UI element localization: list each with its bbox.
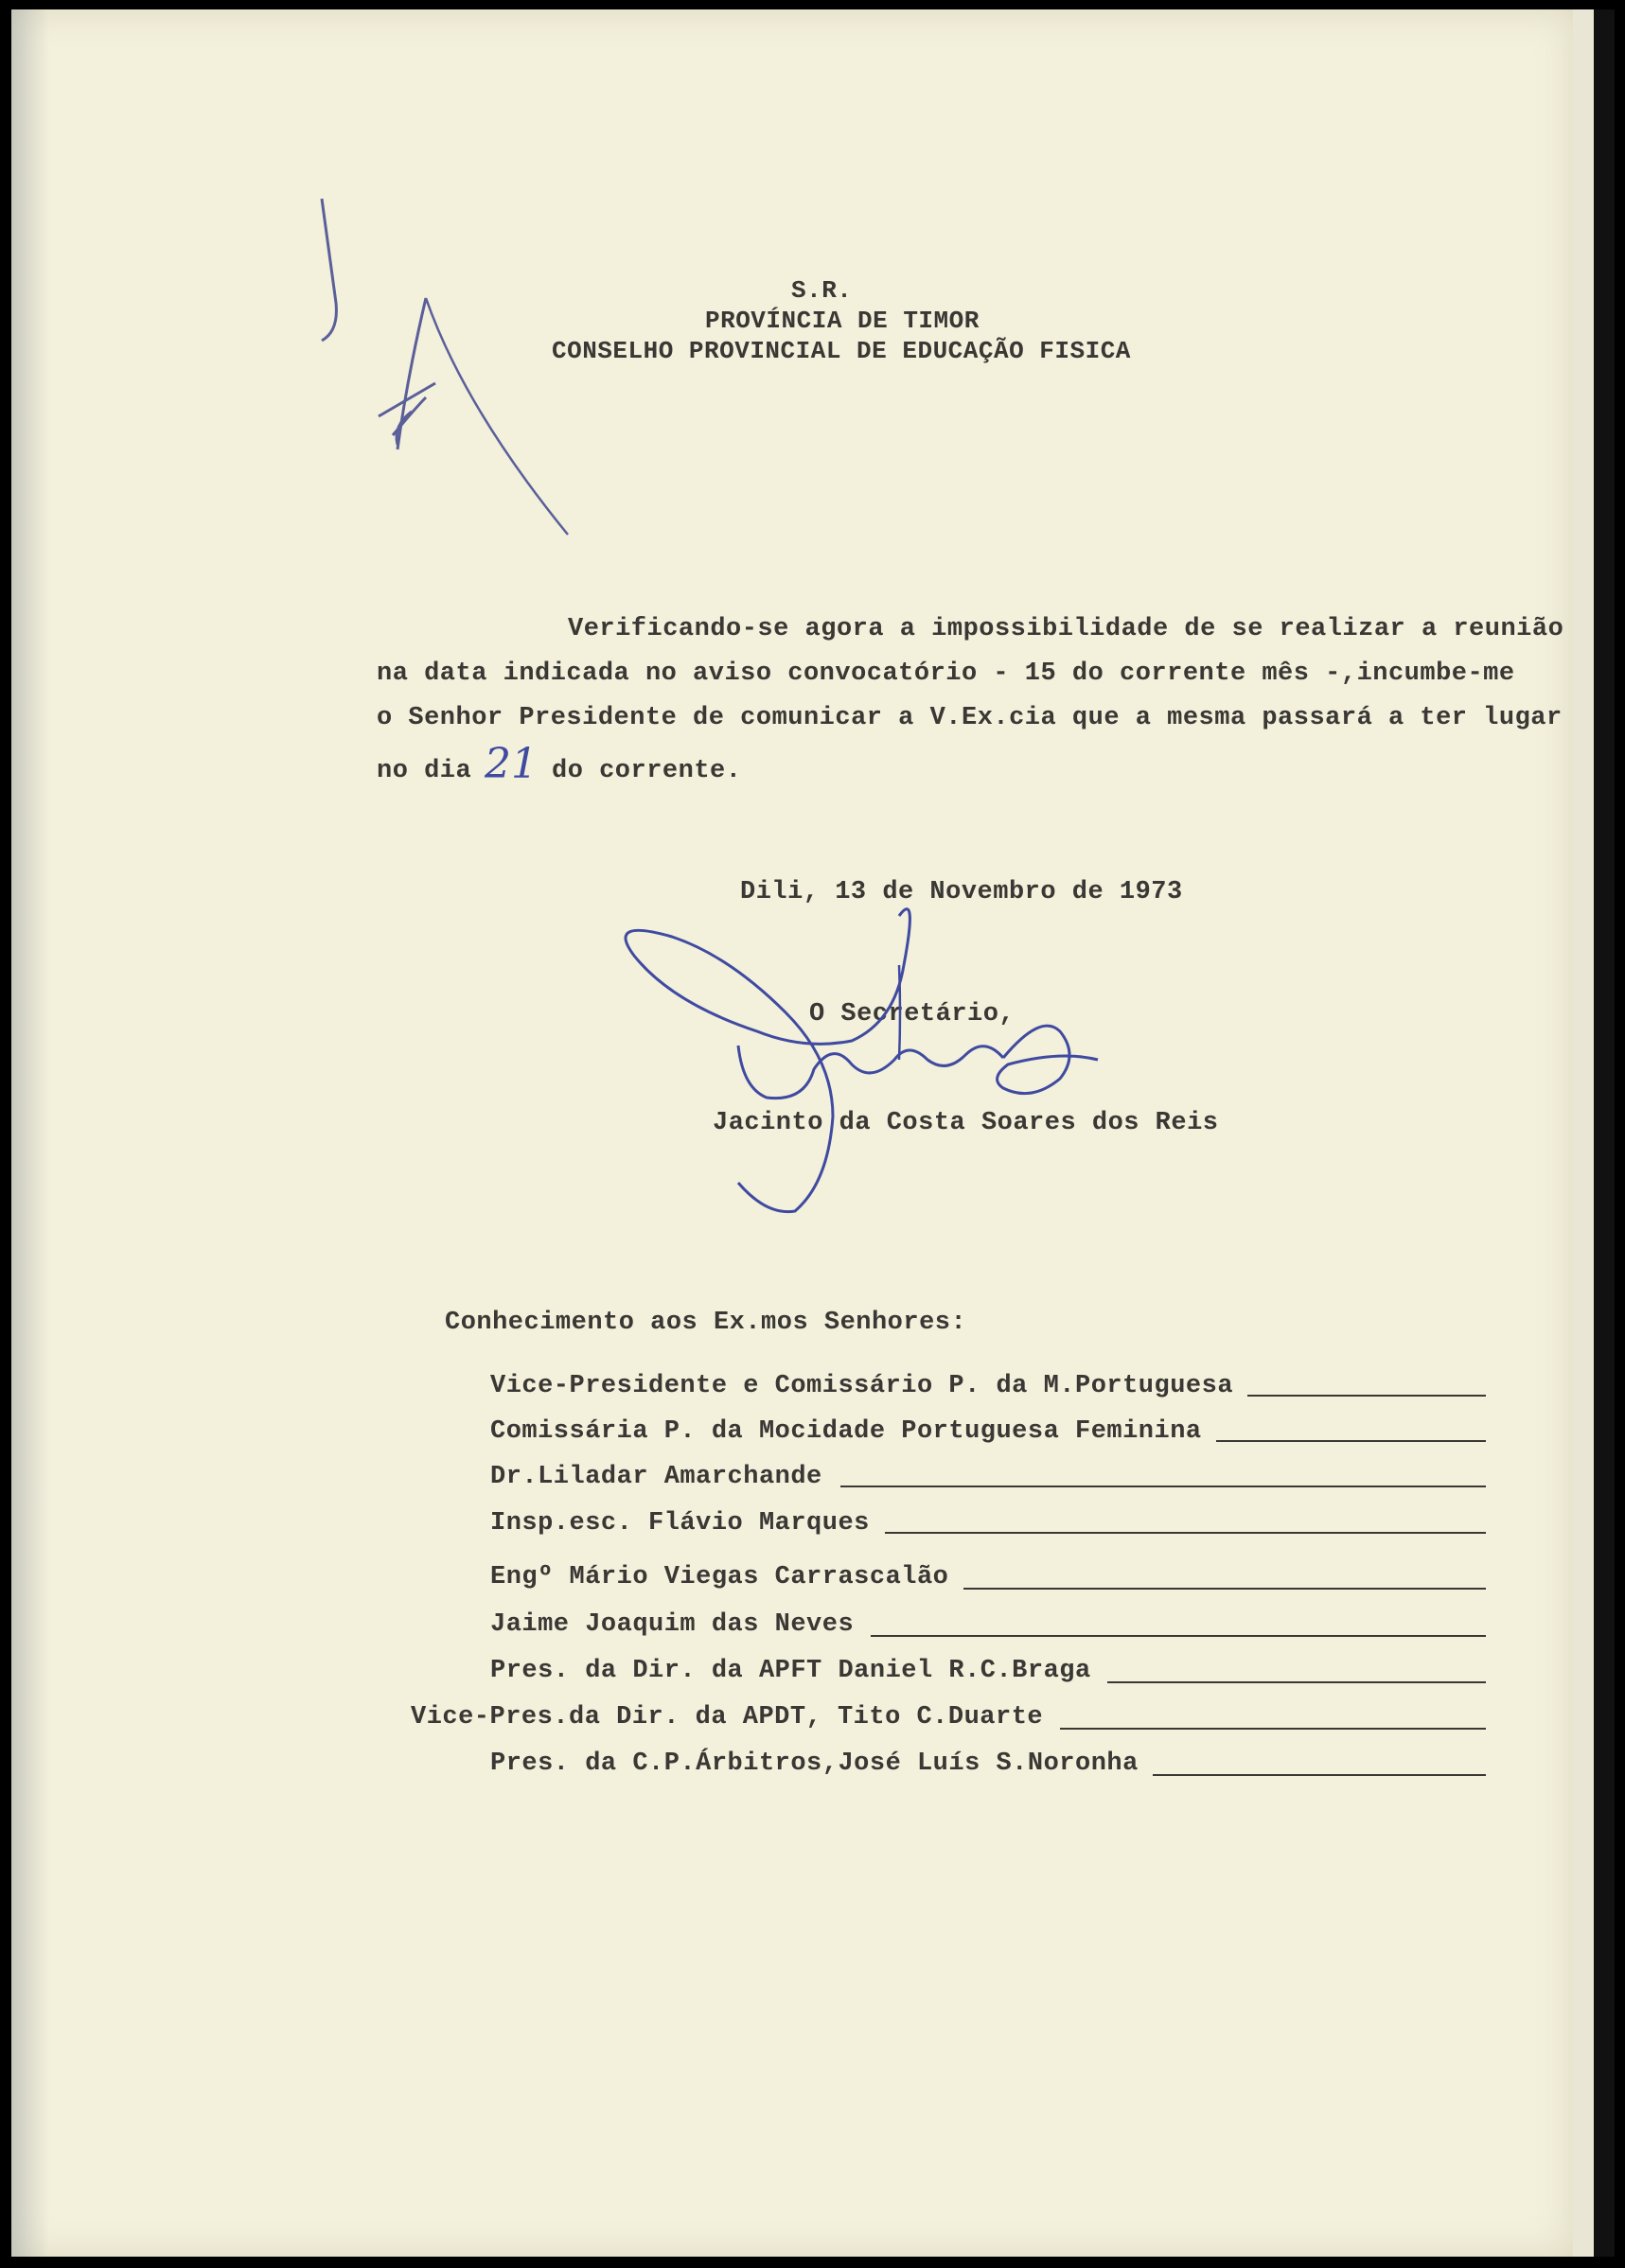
header-council: CONSELHO PROVINCIAL DE EDUCAÇÃO FISICA <box>552 337 1131 365</box>
recipient-2-line <box>1216 1440 1486 1442</box>
recipient-4: Insp.esc. Flávio Marques <box>490 1509 870 1538</box>
body-line-4-suffix: do corrente. <box>552 757 742 785</box>
body-line-4-prefix: no dia <box>377 757 472 785</box>
handwritten-day: 21 <box>485 740 538 788</box>
recipient-9: Pres. da C.P.Árbitros,José Luís S.Noronha <box>490 1749 1139 1778</box>
recipient-5-line <box>963 1588 1486 1590</box>
recipient-7: Pres. da Dir. da APFT Daniel R.C.Braga <box>490 1657 1091 1685</box>
recipient-6-line <box>871 1635 1486 1637</box>
paper-shadow <box>11 9 49 2257</box>
page-edge <box>1573 9 1594 2257</box>
signatory-title: O Secretário, <box>809 1000 1016 1029</box>
recipient-8: Vice-Pres.da Dir. da APDT, Tito C.Duarte <box>411 1703 1044 1732</box>
recipient-4-line <box>885 1532 1486 1534</box>
recipient-3: Dr.Liladar Amarchande <box>490 1463 822 1491</box>
recipient-9-line <box>1153 1774 1486 1776</box>
recipient-1: Vice-Presidente e Comissário P. da M.Portuguesa <box>490 1372 1234 1400</box>
date-line: Dili, 13 de Novembro de 1973 <box>740 878 1183 906</box>
recipient-3-line <box>840 1486 1486 1487</box>
recipient-8-line <box>1060 1728 1486 1730</box>
recipient-5: Engº Mário Viegas Carrascalão <box>490 1563 949 1591</box>
recipient-7-line <box>1107 1681 1486 1683</box>
header-province: PROVÍNCIA DE TIMOR <box>705 307 980 335</box>
distribution-heading: Conhecimento aos Ex.mos Senhores: <box>445 1309 967 1337</box>
body-line-1: Verificando-se agora a impossibilidade de se realizar a reunião <box>568 615 1564 643</box>
body-line-3: o Senhor Presidente de comunicar a V.Ex.cia que a mesma passará a ter lugar <box>377 704 1563 732</box>
body-line-2: na data indicada no aviso convocatório - 15 do corrente mês -,incumbe-me <box>377 659 1515 688</box>
scan-border <box>1594 9 1615 2257</box>
header-sr: S.R. <box>791 276 853 305</box>
recipient-6: Jaime Joaquim das Neves <box>490 1610 855 1639</box>
recipient-2: Comissária P. da Mocidade Portuguesa Feminina <box>490 1417 1202 1446</box>
signatory-name: Jacinto da Costa Soares dos Reis <box>713 1109 1219 1137</box>
recipient-1-line <box>1247 1395 1486 1397</box>
